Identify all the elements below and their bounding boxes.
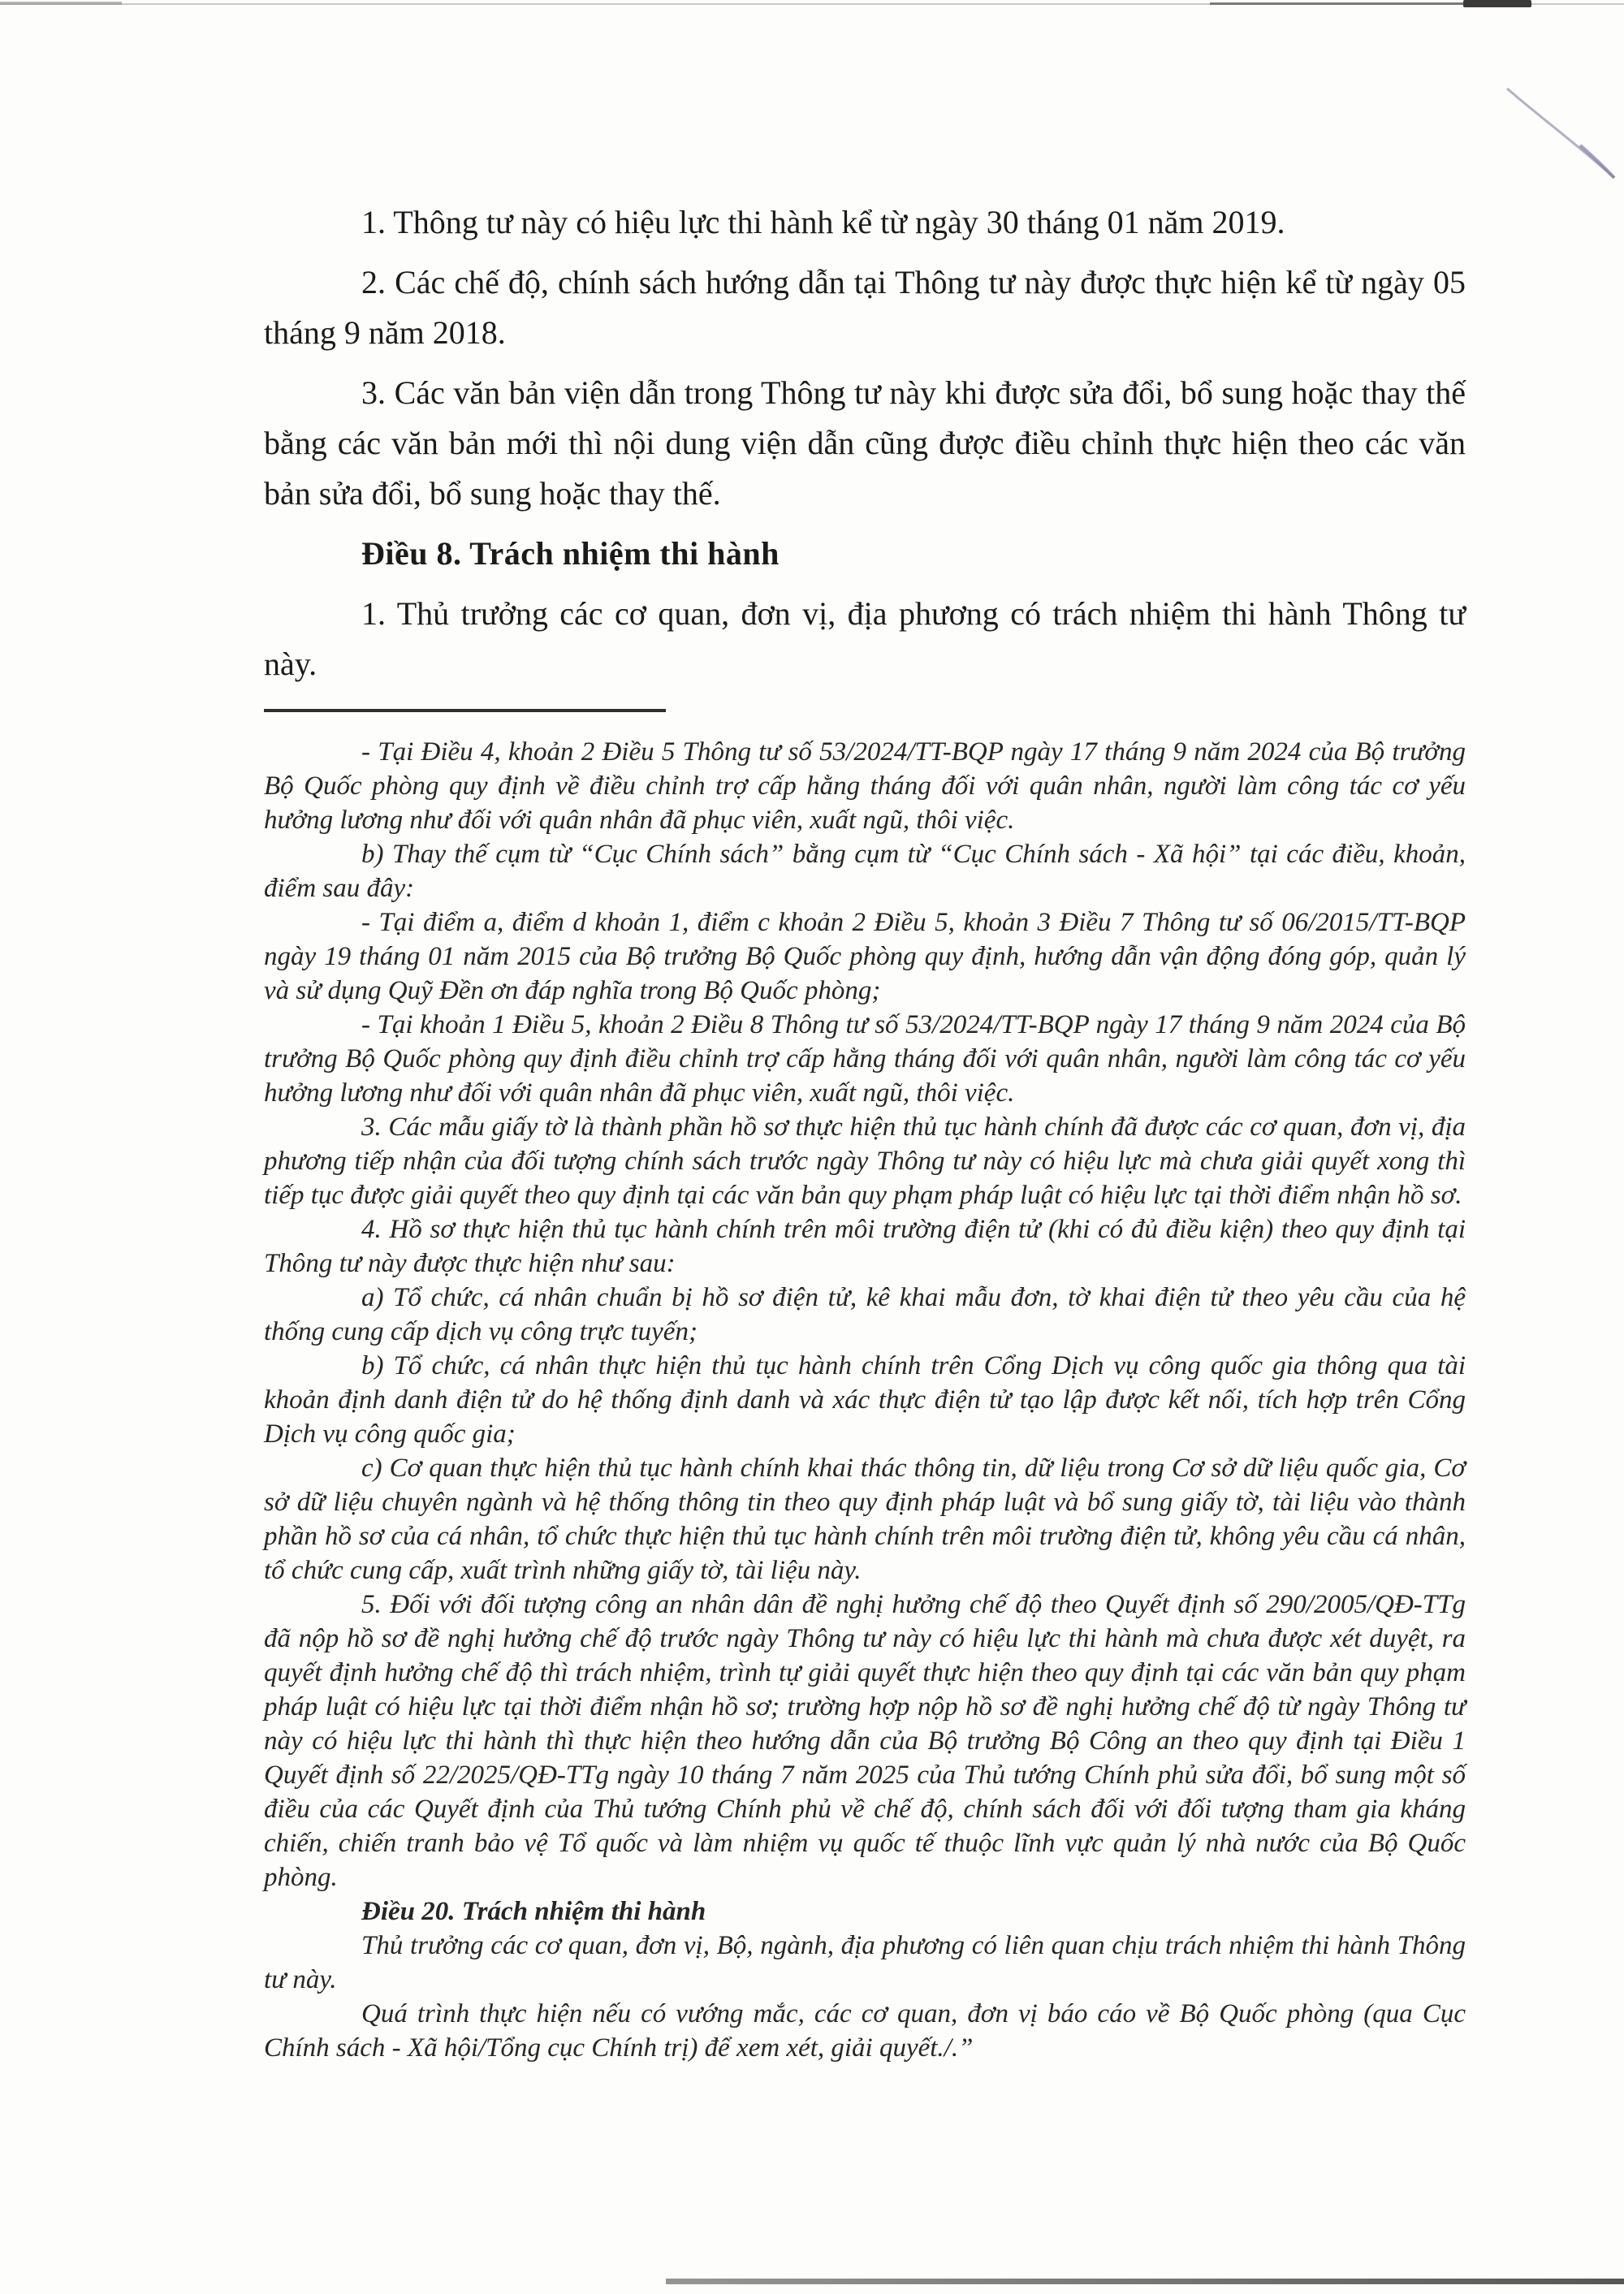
footnote-4b-cong-dich-vu-cong: b) Tổ chức, cá nhân thực hiện thủ tục hành chính trên Cổng Dịch vụ công quốc gia thông qua tài khoản định danh điện tử do hệ thống định danh và xác thực điện tử tạo lập được kết nối, tích hợp trên Cổng Dịch vụ công quốc gia; <box>264 1351 1466 1449</box>
footnote-b-replace-phrase: b) Thay thế cụm từ “Cục Chính sách” bằng cụm từ “Cục Chính sách - Xã hội” tại các điều, khoản, điểm sau đây: <box>264 840 1466 903</box>
clause-1-responsibility: 1. Thủ trưởng các cơ quan, đơn vị, địa phương có trách nhiệm thi hành Thông tư này. <box>264 595 1466 682</box>
footnote-khoan1-tt53-2024: - Tại khoản 1 Điều 5, khoản 2 Điều 8 Thông tư số 53/2024/TT-BQP ngày 17 tháng 9 năm 2024 của Bộ trưởng Bộ Quốc phòng quy định điều chỉnh trợ cấp hằng tháng đối với quân nhân, người làm công tác cơ yếu hưởng lương như đối với quân nhân đã phục viên, xuất ngũ, thôi việc. <box>264 1010 1466 1108</box>
footnote-4a-chuan-bi-ho-so: a) Tổ chức, cá nhân chuẩn bị hồ sơ điện tử, kê khai mẫu đơn, tờ khai điện tử theo yêu cầu của hệ thống cung cấp dịch vụ công trực tuyến; <box>264 1283 1466 1346</box>
clause-3-referenced-documents: 3. Các văn bản viện dẫn trong Thông tư này khi được sửa đổi, bổ sung hoặc thay thế bằng các văn bản mới thì nội dung viện dẫn cũng được điều chỉnh thực hiện theo các văn bản sửa đổi, bổ sung hoặc thay thế. <box>264 374 1466 512</box>
footnote-diem-tt06-2015: - Tại điểm a, điểm d khoản 1, điểm c khoản 2 Điều 5, khoản 3 Điều 7 Thông tư số 06/2015/TT-BQP ngày 19 tháng 01 năm 2015 của Bộ trưởng Bộ Quốc phòng quy định, hướng dẫn vận động đóng góp, quản lý và sử dụng Quỹ Đền ơn đáp nghĩa trong Bộ Quốc phòng; <box>264 908 1466 1005</box>
footnote-separator-line <box>264 709 666 712</box>
footnote-dieu20-responsibility: Thủ trưởng các cơ quan, đơn vị, Bộ, ngành, địa phương có liên quan chịu trách nhiệm thi hành Thông tư này. <box>264 1931 1466 1994</box>
scan-edge-top-blob <box>1463 0 1531 7</box>
clause-1-effective-date: 1. Thông tư này có hiệu lực thi hành kể từ ngày 30 tháng 01 năm 2019. <box>361 204 1285 240</box>
footnote-5-cong-an-nhan-dan: 5. Đối với đối tượng công an nhân dân đề nghị hưởng chế độ theo Quyết định số 290/2005/QĐ-TTg đã nộp hồ sơ đề nghị hưởng chế độ trước ngày Thông tư này có hiệu lực thi hành mà chưa được xét duyệt, ra quyết định hưởng chế độ thì trách nhiệm, trình tự giải quyết thực hiện theo quy định tại các văn bản quy phạm pháp luật có hiệu lực tại thời điểm nhận hồ sơ; trường hợp nộp hồ sơ đề nghị hưởng chế độ từ ngày Thông tư này có hiệu lực thi hành thì thực hiện theo hướng dẫn của Bộ trưởng Bộ Công an theo quy định tại Điều 1 Quyết định số 22/2025/QĐ-TTg ngày 10 tháng 7 năm 2025 của Thủ tướng Chính phủ sửa đổi, bổ sung một số điều của các Quyết định của Thủ tướng Chính phủ về chế độ, chính sách đối với đối tượng tham gia kháng chiến, chiến tranh bảo vệ Tổ quốc và làm nhiệm vụ quốc tế thuộc lĩnh vực quản lý nhà nước của Bộ Quốc phòng. <box>264 1590 1466 1892</box>
scan-edge-top-left-mark <box>0 2 122 5</box>
footnote-dieu4-tt53-2024: - Tại Điều 4, khoản 2 Điều 5 Thông tư số 53/2024/TT-BQP ngày 17 tháng 9 năm 2024 của Bộ trưởng Bộ Quốc phòng quy định về điều chỉnh trợ cấp hằng tháng đối với quân nhân, người làm công tác cơ yếu hưởng lương như đối với quân nhân đã phục viên, xuất ngũ, thôi việc. <box>264 737 1466 835</box>
article-8-heading: Điều 8. Trách nhiệm thi hành <box>361 535 780 572</box>
page-curl-mark <box>1502 77 1624 187</box>
body-paragraphs <box>264 197 1466 689</box>
document-body <box>264 197 1466 2065</box>
clause-2-policies: 2. Các chế độ, chính sách hướng dẫn tại Thông tư này được thực hiện kể từ ngày 05 tháng 9 năm 2018. <box>264 264 1466 351</box>
article-20-heading: Điều 20. Trách nhiệm thi hành <box>361 1897 706 1926</box>
footnote-section <box>264 735 1466 2065</box>
footnote-4c-khai-thac-du-lieu: c) Cơ quan thực hiện thủ tục hành chính khai thác thông tin, dữ liệu trong Cơ sở dữ liệu quốc gia, Cơ sở dữ liệu chuyên ngành và hệ thống thông tin theo quy định pháp luật và bổ sung giấy tờ, tài liệu vào thành phần hồ sơ của cá nhân, tổ chức thực hiện thủ tục hành chính trên môi trường điện tử, không yêu cầu cá nhân, tổ chức cung cấp, xuất trình những giấy tờ, tài liệu này. <box>264 1454 1466 1585</box>
footnote-4-ho-so-dien-tu: 4. Hồ sơ thực hiện thủ tục hành chính trên môi trường điện tử (khi có đủ điều kiện) theo quy định tại Thông tư này được thực hiện như sau: <box>264 1215 1466 1278</box>
footnote-3-mau-giay-to: 3. Các mẫu giấy tờ là thành phần hồ sơ thực hiện thủ tục hành chính đã được các cơ quan, đơn vị, địa phương tiếp nhận của đối tượng chính sách trước ngày Thông tư này có hiệu lực mà chưa giải quyết xong thì tiếp tục được giải quyết theo quy định tại các văn bản quy phạm pháp luật có hiệu lực tại thời điểm nhận hồ sơ. <box>264 1112 1466 1210</box>
footnote-qua-trinh-thuc-hien: Quá trình thực hiện nếu có vướng mắc, các cơ quan, đơn vị báo cáo về Bộ Quốc phòng (qua Cục Chính sách - Xã hội/Tổng cục Chính trị) để xem xét, giải quyết./.” <box>264 1999 1466 2063</box>
scan-edge-bottom-line <box>666 2279 1624 2284</box>
